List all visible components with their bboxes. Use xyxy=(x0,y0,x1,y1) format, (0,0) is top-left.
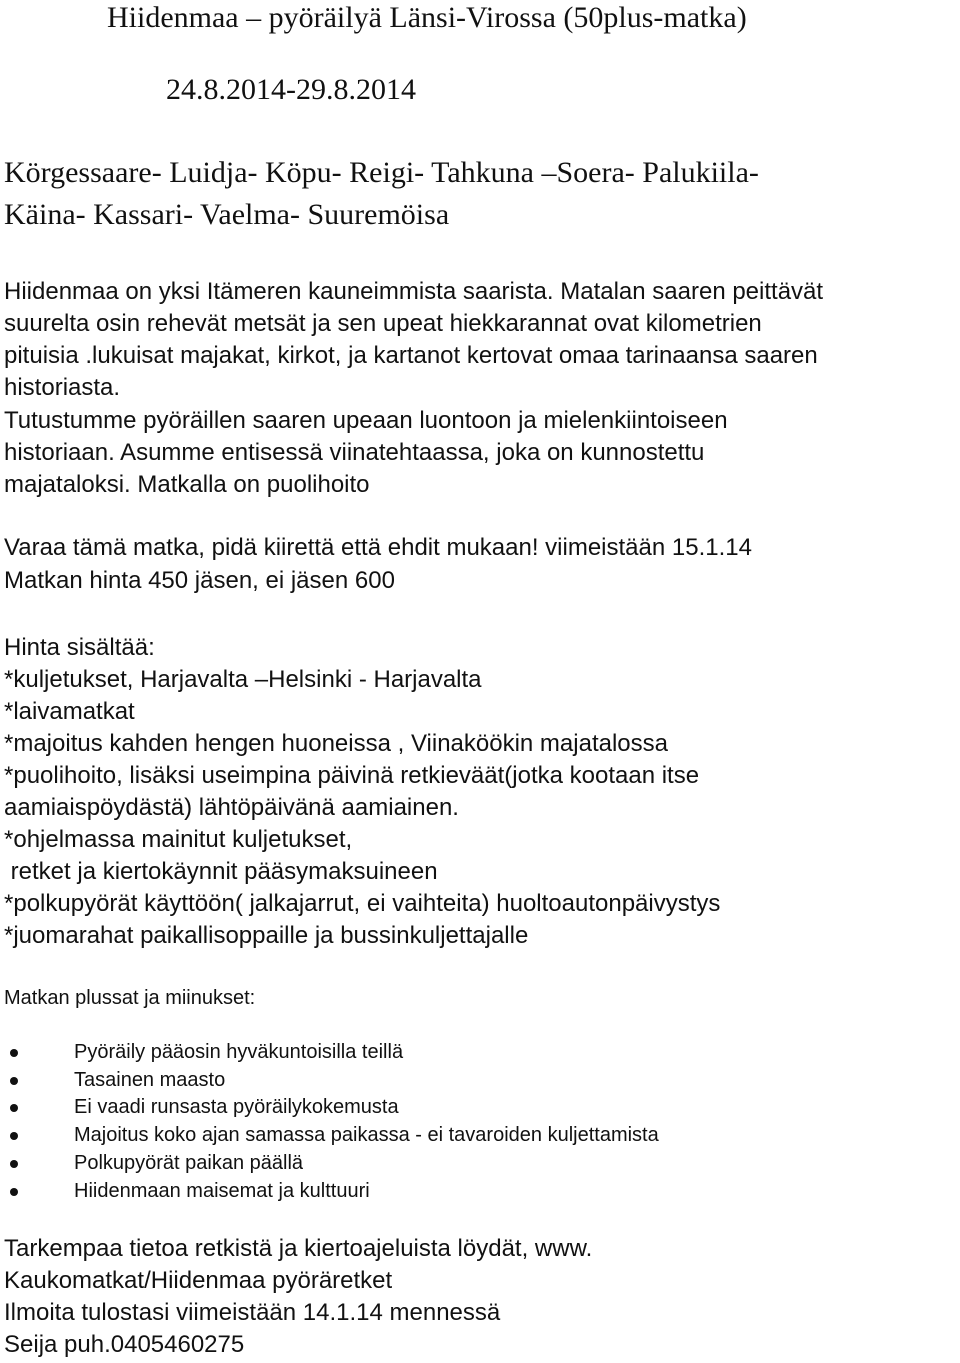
bullet-icon xyxy=(10,1077,18,1085)
bullet-icon xyxy=(10,1132,18,1140)
list-item xyxy=(0,1149,900,1177)
route-line-1: Körgessaare- Luidja- Köpu- Reigi- Tahkuna –Soera- Palukiila- xyxy=(4,156,759,189)
bullet-icon xyxy=(10,1160,18,1168)
list-item-text: Tasainen maasto xyxy=(74,1069,226,1091)
includes-line: retket ja kiertokäynnit pääsymaksuineen xyxy=(4,858,438,885)
list-item-text: Pyöräily pääosin hyväkuntoisilla teillä xyxy=(74,1041,404,1063)
intro-line: majataloksi. Matkalla on puolihoito xyxy=(4,471,370,498)
includes-line: *juomarahat paikallisoppaille ja bussinkuljettajalle xyxy=(4,922,529,949)
intro-line: Hiidenmaa on yksi Itämeren kauneimmista saarista. Matalan saaren peittävät xyxy=(4,278,824,305)
includes-line: aamiaispöydästä) lähtöpäivänä aamiainen. xyxy=(4,794,459,821)
list-item xyxy=(0,1177,900,1205)
intro-line: pituisia .lukuisat majakat, kirkot, ja kartanot kertovat omaa tarinaansa saaren xyxy=(4,342,818,369)
list-item xyxy=(0,1093,900,1121)
list-item xyxy=(0,1121,900,1149)
contact-phone: Seija puh.0405460275 xyxy=(4,1331,245,1358)
bullet-icon xyxy=(10,1188,18,1196)
trip-dates: 24.8.2014-29.8.2014 xyxy=(166,73,416,106)
footer-line: Kaukomatkat/Hiidenmaa pyöräretket xyxy=(4,1267,393,1294)
price-line xyxy=(4,565,395,596)
list-item xyxy=(0,1066,900,1094)
reserve-notice: Varaa tämä matka, pidä kiirettä että ehdit mukaan! viimeistään 15.1.14 xyxy=(4,534,752,561)
includes-line: *ohjelmassa mainitut kuljetukset, xyxy=(4,826,353,853)
list-item xyxy=(0,1038,900,1066)
bullet-icon xyxy=(10,1104,18,1112)
bullet-icon xyxy=(10,1049,18,1057)
includes-line: *laivamatkat xyxy=(4,698,135,725)
includes-heading: Hinta sisältää: xyxy=(4,634,155,661)
pros-cons-heading: Matkan plussat ja miinukset: xyxy=(4,987,256,1009)
includes-line: *majoitus kahden hengen huoneissa , Viinaköökin majatalossa xyxy=(4,730,668,757)
intro-line: historiasta. xyxy=(4,374,121,401)
includes-line: *polkupyörät käyttöön( jalkajarrut, ei vaihteita) huoltoautonpäivystys xyxy=(4,890,721,917)
price-text: Matkan hinta 450 jäsen, ei jäsen 600 xyxy=(4,567,395,594)
list-item-text: Ei vaadi runsasta pyöräilykokemusta xyxy=(74,1096,399,1118)
page-title: Hiidenmaa – pyöräilyä Länsi-Virossa (50plus-matka) xyxy=(107,1,747,34)
list-item-text: Hiidenmaan maisemat ja kulttuuri xyxy=(74,1180,370,1202)
list-item-text: Polkupyörät paikan päällä xyxy=(74,1152,304,1174)
footer-line: Tarkempaa tietoa retkistä ja kiertoajeluista löydät, www. xyxy=(4,1235,593,1262)
includes-line: *puolihoito, lisäksi useimpina päivinä retkieväät(jotka kootaan itse xyxy=(4,762,700,789)
footer-line: Ilmoita tulostasi viimeistään 14.1.14 mennessä xyxy=(4,1299,501,1326)
intro-line: historiaan. Asumme entisessä viinatehtaassa, joka on kunnostettu xyxy=(4,439,705,466)
includes-line: *kuljetukset, Harjavalta –Helsinki - Harjavalta xyxy=(4,666,482,693)
intro-line: Tutustumme pyöräillen saaren upeaan luontoon ja mielenkiintoiseen xyxy=(4,407,728,434)
intro-line: suurelta osin rehevät metsät ja sen upeat hiekkarannat ovat kilometrien xyxy=(4,310,762,337)
route-line-2: Käina- Kassari- Vaelma- Suuremöisa xyxy=(4,198,450,231)
list-item-text: Majoitus koko ajan samassa paikassa - ei tavaroiden kuljettamista xyxy=(74,1124,659,1146)
